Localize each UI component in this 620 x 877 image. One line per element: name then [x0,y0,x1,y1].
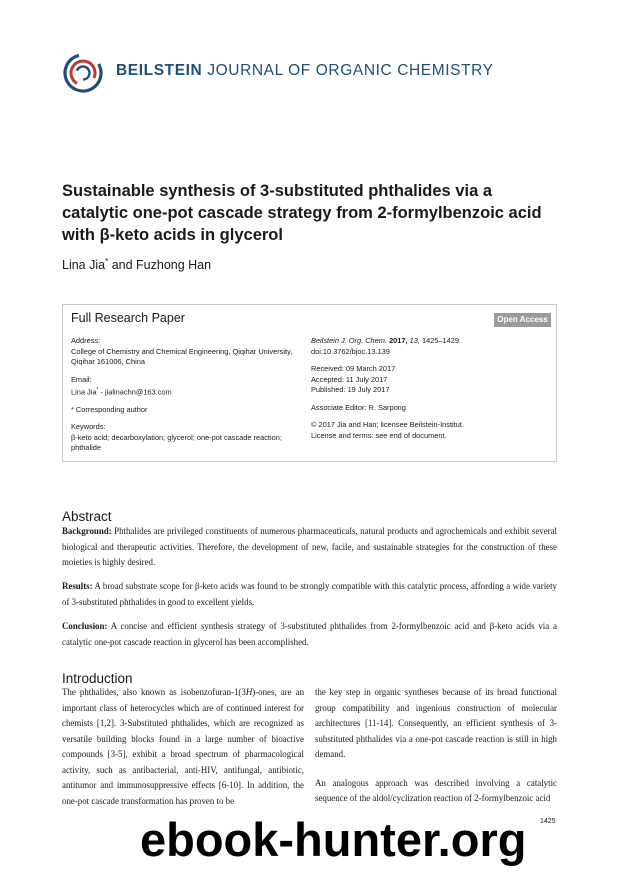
author-list: Lina Jia* and Fuzhong Han [62,257,212,273]
introduction-heading: Introduction [62,671,133,686]
page-number: 1425 [540,818,556,825]
email-block: Email: Lina Jia* - jialinachn@163.com [71,374,172,397]
open-access-badge: Open Access [494,313,551,327]
keywords-block: Keywords: β-keto acid; decarboxylation; glycerol; one-pot cascade reaction; phthalide [71,422,282,453]
corresponding-note: * Corresponding author [71,404,148,414]
article-type: Full Research Paper [71,311,185,325]
author-name: Lina Jia [62,258,106,273]
email-link[interactable]: - jialinachn@163.com [98,387,172,397]
abstract-results: Results: A broad substrate scope for β-keto acids was found to be strongly compatible with this catalytic process, affording a wide variety of 3-substituted phthalides in good to excellent yields. [62,581,557,607]
citation-block: Beilstein J. Org. Chem. 2017, 13, 1425–1429. doi:10.3762/bjoc.13.139 [311,336,462,356]
author-name: Fuzhong Han [136,258,212,273]
intro-paragraph: An analogous approach was described involving a catalytic sequence of the aldol/cyclization reaction of 2-formylbenzoic acid [315,777,557,803]
corresponding-mark: * [105,257,109,266]
paper-title: Sustainable synthesis of 3-substituted phthalides via a catalytic one-pot cascade strategy from 2-formylbenzoic acid with β-keto acids in glycerol [62,182,542,244]
info-left-column [71,336,296,461]
intro-right-column [315,685,557,820]
journal-logo-icon [62,52,104,94]
info-right-column [311,336,551,448]
dates-block: Received: 09 March 2017 Accepted: 11 July 2017 Published: 19 July 2017 [311,364,396,394]
doi-link[interactable]: doi:10.3762/bjoc.13.139 [311,346,390,356]
abstract-heading: Abstract [62,509,112,524]
license-block: © 2017 Jia and Han; licensee Beilstein-Institut. License and terms: see end of document. [311,420,464,440]
journal-name: BEILSTEIN JOURNAL OF ORGANIC CHEMISTRY [116,62,494,79]
abstract-conclusion: Conclusion: A concise and efficient synthesis strategy of 3-substituted phthalides from 2-formylbenzoic acid and β-keto acids via a catalytic one-pot cascade reaction in glycerol has been accomplished. [62,621,557,647]
intro-left-column [62,685,304,822]
address-block: Address: College of Chemistry and Chemical Engineering, Qiqihar University, Qiqihar 161006, China [71,336,293,366]
editor-line: Associate Editor: R. Sarpong [311,402,406,412]
abstract-background: Background: Phthalides are privileged constituents of numerous pharmaceuticals, natural products and agrochemicals and exhibit several biological and therapeutic activities. Therefore, the development of new, facile, and sustainable strategies for the construction of these moieties is highly desired. [62,526,557,567]
intro-paragraph: The phthalides, also known as isobenzofuran-1(3H)-ones, are an important class of heterocycles which are of continued interest for chemists [1,2]. 3-Substituted phthalides, which are recognized as versatile building blocks found in a large number of bioactive compounds [3-5], exhibit a broad spectrum of pharmacological activity, such as antibacterial, anti-HIV, antifungal, antibiotic, antitumor and immunosuppressive effects [6-10]. In addition, the one-pot cascade transformation has proven to be [62,687,305,806]
intro-paragraph: the key step in organic syntheses because of its broad functional group compatibility and ingenious construction of molecular architectures [11-14]. Consequently, an efficient synthesis of 3-substituted phthalides via a one-pot cascade reaction is still in high demand. [315,687,557,759]
watermark: ebook-hunter.org [140,813,527,866]
